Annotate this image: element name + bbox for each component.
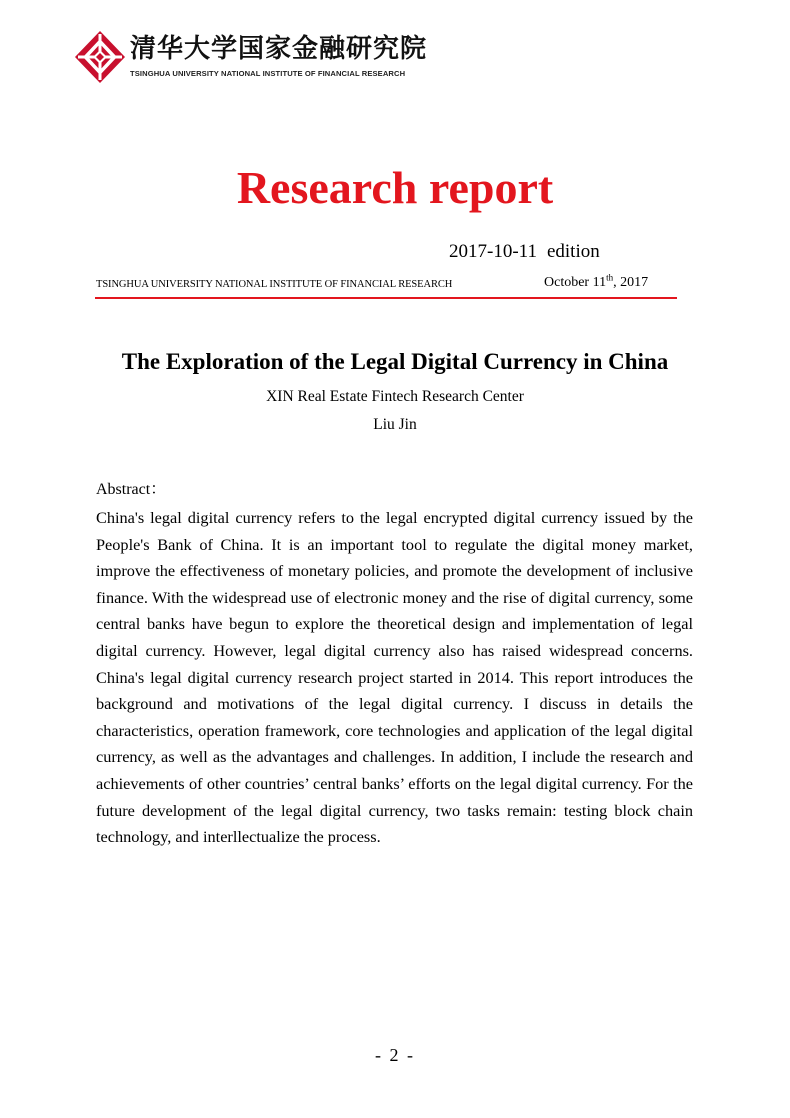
logo-chinese-name: 清华大学国家金融研究院 [130,34,428,64]
header-logo [74,30,434,84]
paper-title: The Exploration of the Legal Digital Currency in China [121,349,669,374]
masthead-date [544,272,649,291]
logo-english-name: TSINGHUA UNIVERSITY NATIONAL INSTITUTE OF FINANCIAL RESEARCH [130,69,406,78]
edition-date: 2017-10-11 [449,241,537,262]
masthead-institute: TSINGHUA UNIVERSITY NATIONAL INSTITUTE OF FINANCIAL RESEARCH [96,279,453,290]
report-title: Research report [236,162,554,213]
author-affiliation: XIN Real Estate Fintech Research Center [266,388,524,405]
header-divider [95,297,677,299]
author-name: Liu Jin [373,416,417,433]
masthead-date-suffix: th [606,272,614,283]
masthead-date-year: , 2017 [613,275,649,290]
tsinghua-nifr-logo-icon [74,30,126,84]
masthead-date-prefix: October 11 [544,275,607,290]
edition-label: edition [546,241,600,262]
abstract-label: Abstract： [96,481,167,498]
edition-line [449,240,600,264]
abstract-text: China's legal digital currency refers to the legal encrypted digital currency issued by the People's Bank of China. It is an important tool to regulate the digital money market, improve the effectiveness of monetary policies, and promote the development of inclusive finance. With the widespread use of electronic money and the rise of digital currency, some central banks have begun to explore the theoretical design and implementation of legal digital currency. However, legal digital currency also has raised widespread concerns. China's legal digital currency research project started in 2014. This report introduces the background and motivations of the legal digital currency. I discuss in details the characteristics, operation framework, core technologies and application of the legal digital currency, as well as the advantages and challenges. In addition, I include the research and achievements of other countries’ central banks’ efforts on the legal digital currency. For the future development of the legal digital currency, two tasks remain: testing block chain technology, and interllectualize the process. [96,508,693,847]
page-number: - 2 - [375,1045,415,1065]
